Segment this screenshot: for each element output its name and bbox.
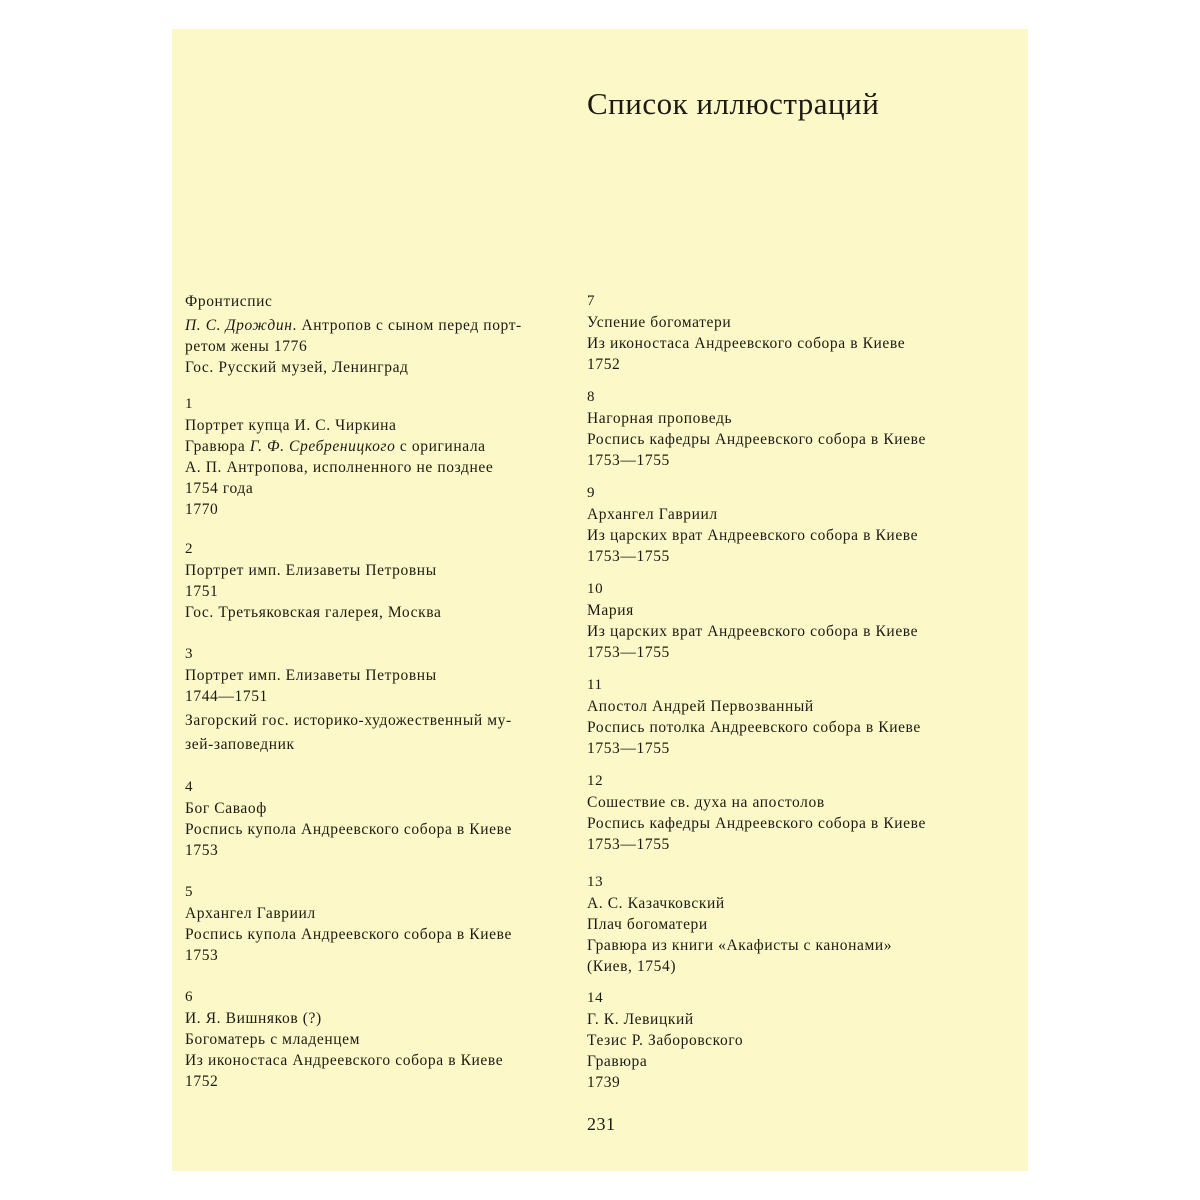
entry-title: Тезис Р. Заборовского (587, 1032, 744, 1049)
entry-location: Загорский гос. историко-художественный му- (185, 712, 512, 729)
entry-number: 14 (587, 990, 604, 1006)
entry-date: 1753 (185, 947, 219, 964)
entry-number: 7 (587, 293, 596, 309)
entry-source: Роспись кафедры Андреевского собора в Киеве (587, 815, 926, 832)
entry-source: Роспись купола Андреевского собора в Киеве (185, 926, 512, 943)
entry-7 (587, 291, 979, 375)
entry-source: Роспись купола Андреевского собора в Киеве (185, 821, 512, 838)
entry-title: Сошествие св. духа на апостолов (587, 794, 825, 811)
entry-title: Портрет имп. Елизаветы Петровны (185, 667, 437, 684)
entry-title: Успение богоматери (587, 314, 732, 331)
entry-title: Нагорная проповедь (587, 410, 733, 427)
entry-frontispiece (185, 291, 577, 378)
entry-line: ретом жены 1776 (185, 338, 308, 355)
entry-title: Архангел Гавриил (587, 506, 718, 523)
page-title: Список иллюстраций (587, 86, 880, 121)
entry-source: Из иконостаса Андреевского собора в Киеве (587, 335, 906, 352)
entry-title: . Антропов с сыном перед порт- (292, 317, 522, 334)
entry-number: 4 (185, 779, 194, 795)
entry-title: Портрет имп. Елизаветы Петровны (185, 562, 437, 579)
entry-date: 1751 (185, 583, 219, 600)
entry-number: 1 (185, 396, 194, 412)
entry-8 (587, 387, 979, 471)
entry-source: Роспись кафедры Андреевского собора в Киеве (587, 431, 926, 448)
entry-5 (185, 882, 577, 966)
entry-source: Из царских врат Андреевского собора в Киеве (587, 527, 919, 544)
entry-date: 1752 (185, 1073, 219, 1090)
entry-author: А. С. Казачковский (587, 895, 725, 912)
entry-date: 1753—1755 (587, 452, 670, 469)
entry-date: 1739 (587, 1074, 621, 1091)
page-number: 231 (587, 1114, 616, 1134)
entry-text: Гравюра (185, 438, 250, 455)
entry-heading: Фронтиспис (185, 293, 273, 310)
entry-number: 9 (587, 485, 596, 501)
entry-10 (587, 579, 979, 663)
entry-4 (185, 777, 577, 861)
entry-line (185, 436, 577, 457)
entry-title: Портрет купца И. С. Чиркина (185, 417, 397, 434)
entry-source: Из царских врат Андреевского собора в Киеве (587, 623, 919, 640)
entry-date: 1752 (587, 356, 621, 373)
entry-6 (185, 987, 577, 1092)
entry-author: И. Я. Вишняков (?) (185, 1010, 322, 1027)
entry-author: Г. К. Левицкий (587, 1011, 694, 1028)
entry-number: 8 (587, 389, 596, 405)
entry-number: 3 (185, 646, 194, 662)
entry-date: 1753—1755 (587, 548, 670, 565)
entry-date: 1744—1751 (185, 688, 268, 705)
entry-line: 1754 года (185, 480, 254, 497)
entry-source: Из иконостаса Андреевского собора в Киеве (185, 1052, 504, 1069)
entry-author: П. С. Дрождин (185, 317, 293, 334)
entry-date: 1770 (185, 501, 219, 518)
entry-number: 2 (185, 541, 194, 557)
entry-location: Гос. Русский музей, Ленинград (185, 359, 409, 376)
entry-location: Гос. Третьяковская галерея, Москва (185, 604, 442, 621)
entry-title: Архангел Гавриил (185, 905, 316, 922)
entry-author: Г. Ф. Сребреницкого (249, 438, 396, 455)
entry-number: 11 (587, 677, 603, 693)
entry-text: с оригинала (395, 438, 486, 455)
entry-9 (587, 483, 979, 567)
entry-title: Богоматерь с младенцем (185, 1031, 361, 1048)
entry-date: 1753—1755 (587, 740, 670, 757)
entry-date: 1753—1755 (587, 644, 670, 661)
entry-3 (185, 644, 577, 755)
entry-source: Гравюра из книги «Акафисты с канонами» (587, 937, 893, 954)
entry-line: А. П. Антропова, исполненного не позднее (185, 459, 494, 476)
entry-13 (587, 872, 979, 977)
entry-number: 13 (587, 874, 604, 890)
entry-title: Бог Саваоф (185, 800, 267, 817)
entry-1 (185, 394, 577, 520)
entry-source: (Киев, 1754) (587, 958, 677, 975)
entry-title: Апостол Андрей Первозванный (587, 698, 814, 715)
entry-number: 10 (587, 581, 604, 597)
entry-date: 1753 (185, 842, 219, 859)
entry-source: Роспись потолка Андреевского собора в Киеве (587, 719, 921, 736)
entry-number: 6 (185, 989, 194, 1005)
entry-14 (587, 988, 979, 1093)
entry-title: Плач богоматери (587, 916, 708, 933)
entry-number: 5 (185, 884, 194, 900)
entry-12 (587, 771, 979, 855)
entry-2 (185, 539, 577, 623)
entry-line (185, 315, 577, 336)
entry-date: 1753—1755 (587, 836, 670, 853)
entry-number: 12 (587, 773, 604, 789)
entry-11 (587, 675, 979, 759)
entry-title: Мария (587, 602, 634, 619)
entry-location: зей-заповедник (185, 736, 295, 753)
entry-technique: Гравюра (587, 1053, 648, 1070)
